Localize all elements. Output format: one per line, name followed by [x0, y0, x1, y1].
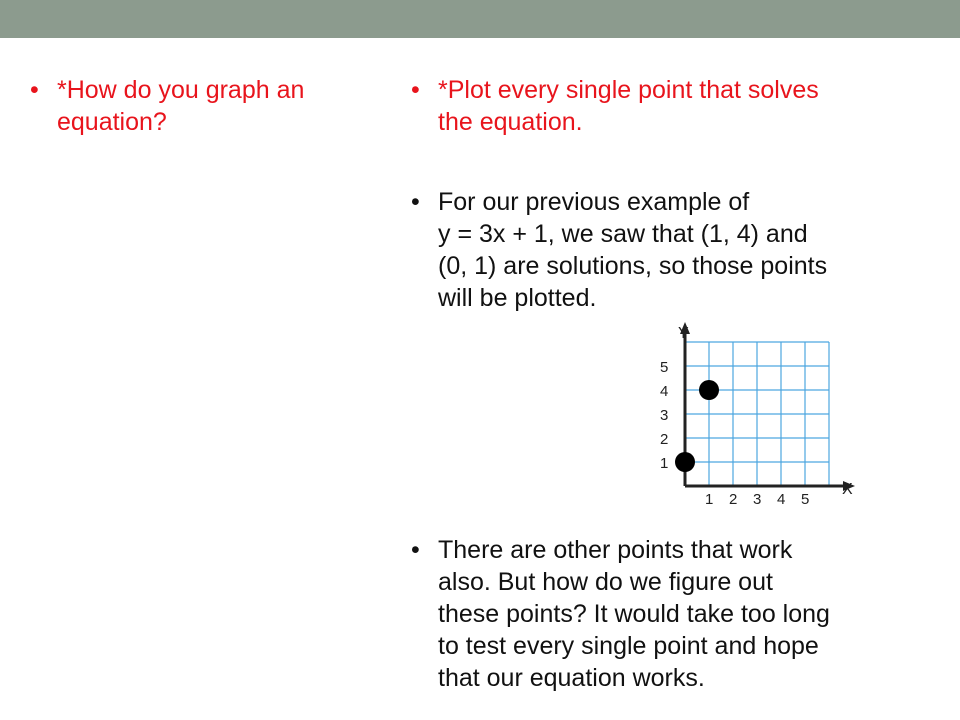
- y-tick-label: 1: [660, 455, 669, 472]
- x-tick-label: 2: [729, 491, 738, 508]
- other-points-bullet: [411, 534, 953, 694]
- bullet-dot: •: [411, 76, 420, 104]
- example-line-1: For our previous example of: [438, 188, 750, 216]
- other-points-line-3: these points? It would take too long: [438, 600, 830, 628]
- other-points-line-2: also. But how do we figure out: [438, 568, 773, 596]
- plotted-point: [675, 452, 695, 472]
- y-tick-label: 5: [660, 359, 669, 376]
- x-tick-label: 1: [705, 491, 714, 508]
- x-tick-label: 5: [801, 491, 810, 508]
- x-axis-label: X: [842, 481, 853, 498]
- plot-answer-line-2: the equation.: [438, 108, 583, 136]
- plot-answer-bullet: [411, 74, 948, 138]
- example-bullet: [411, 186, 948, 314]
- bullet-dot: •: [30, 76, 39, 104]
- y-tick-label: 2: [660, 431, 669, 448]
- x-tick-label: 3: [753, 491, 762, 508]
- question-line-1: *How do you graph an: [57, 76, 305, 104]
- coordinate-graph: [640, 320, 870, 510]
- y-tick-label: 4: [660, 383, 669, 400]
- question-bullet: [30, 74, 387, 138]
- example-line-4: will be plotted.: [438, 284, 597, 312]
- x-tick-label: 4: [777, 491, 786, 508]
- question-line-2: equation?: [57, 108, 167, 136]
- y-axis-label: Y: [678, 325, 689, 342]
- example-line-3: (0, 1) are solutions, so those points: [438, 252, 828, 280]
- y-tick-label: 3: [660, 407, 669, 424]
- other-points-line-1: There are other points that work: [438, 536, 793, 564]
- plotted-point: [699, 380, 719, 400]
- other-points-line-4: to test every single point and hope: [438, 632, 819, 660]
- other-points-line-5: that our equation works.: [438, 664, 705, 692]
- example-line-2: y = 3x + 1, we saw that (1, 4) and: [438, 220, 808, 248]
- plot-answer-line-1: *Plot every single point that solves: [438, 76, 819, 104]
- bullet-dot: •: [411, 188, 420, 216]
- title-bar: [0, 0, 960, 38]
- bullet-dot: •: [411, 536, 420, 564]
